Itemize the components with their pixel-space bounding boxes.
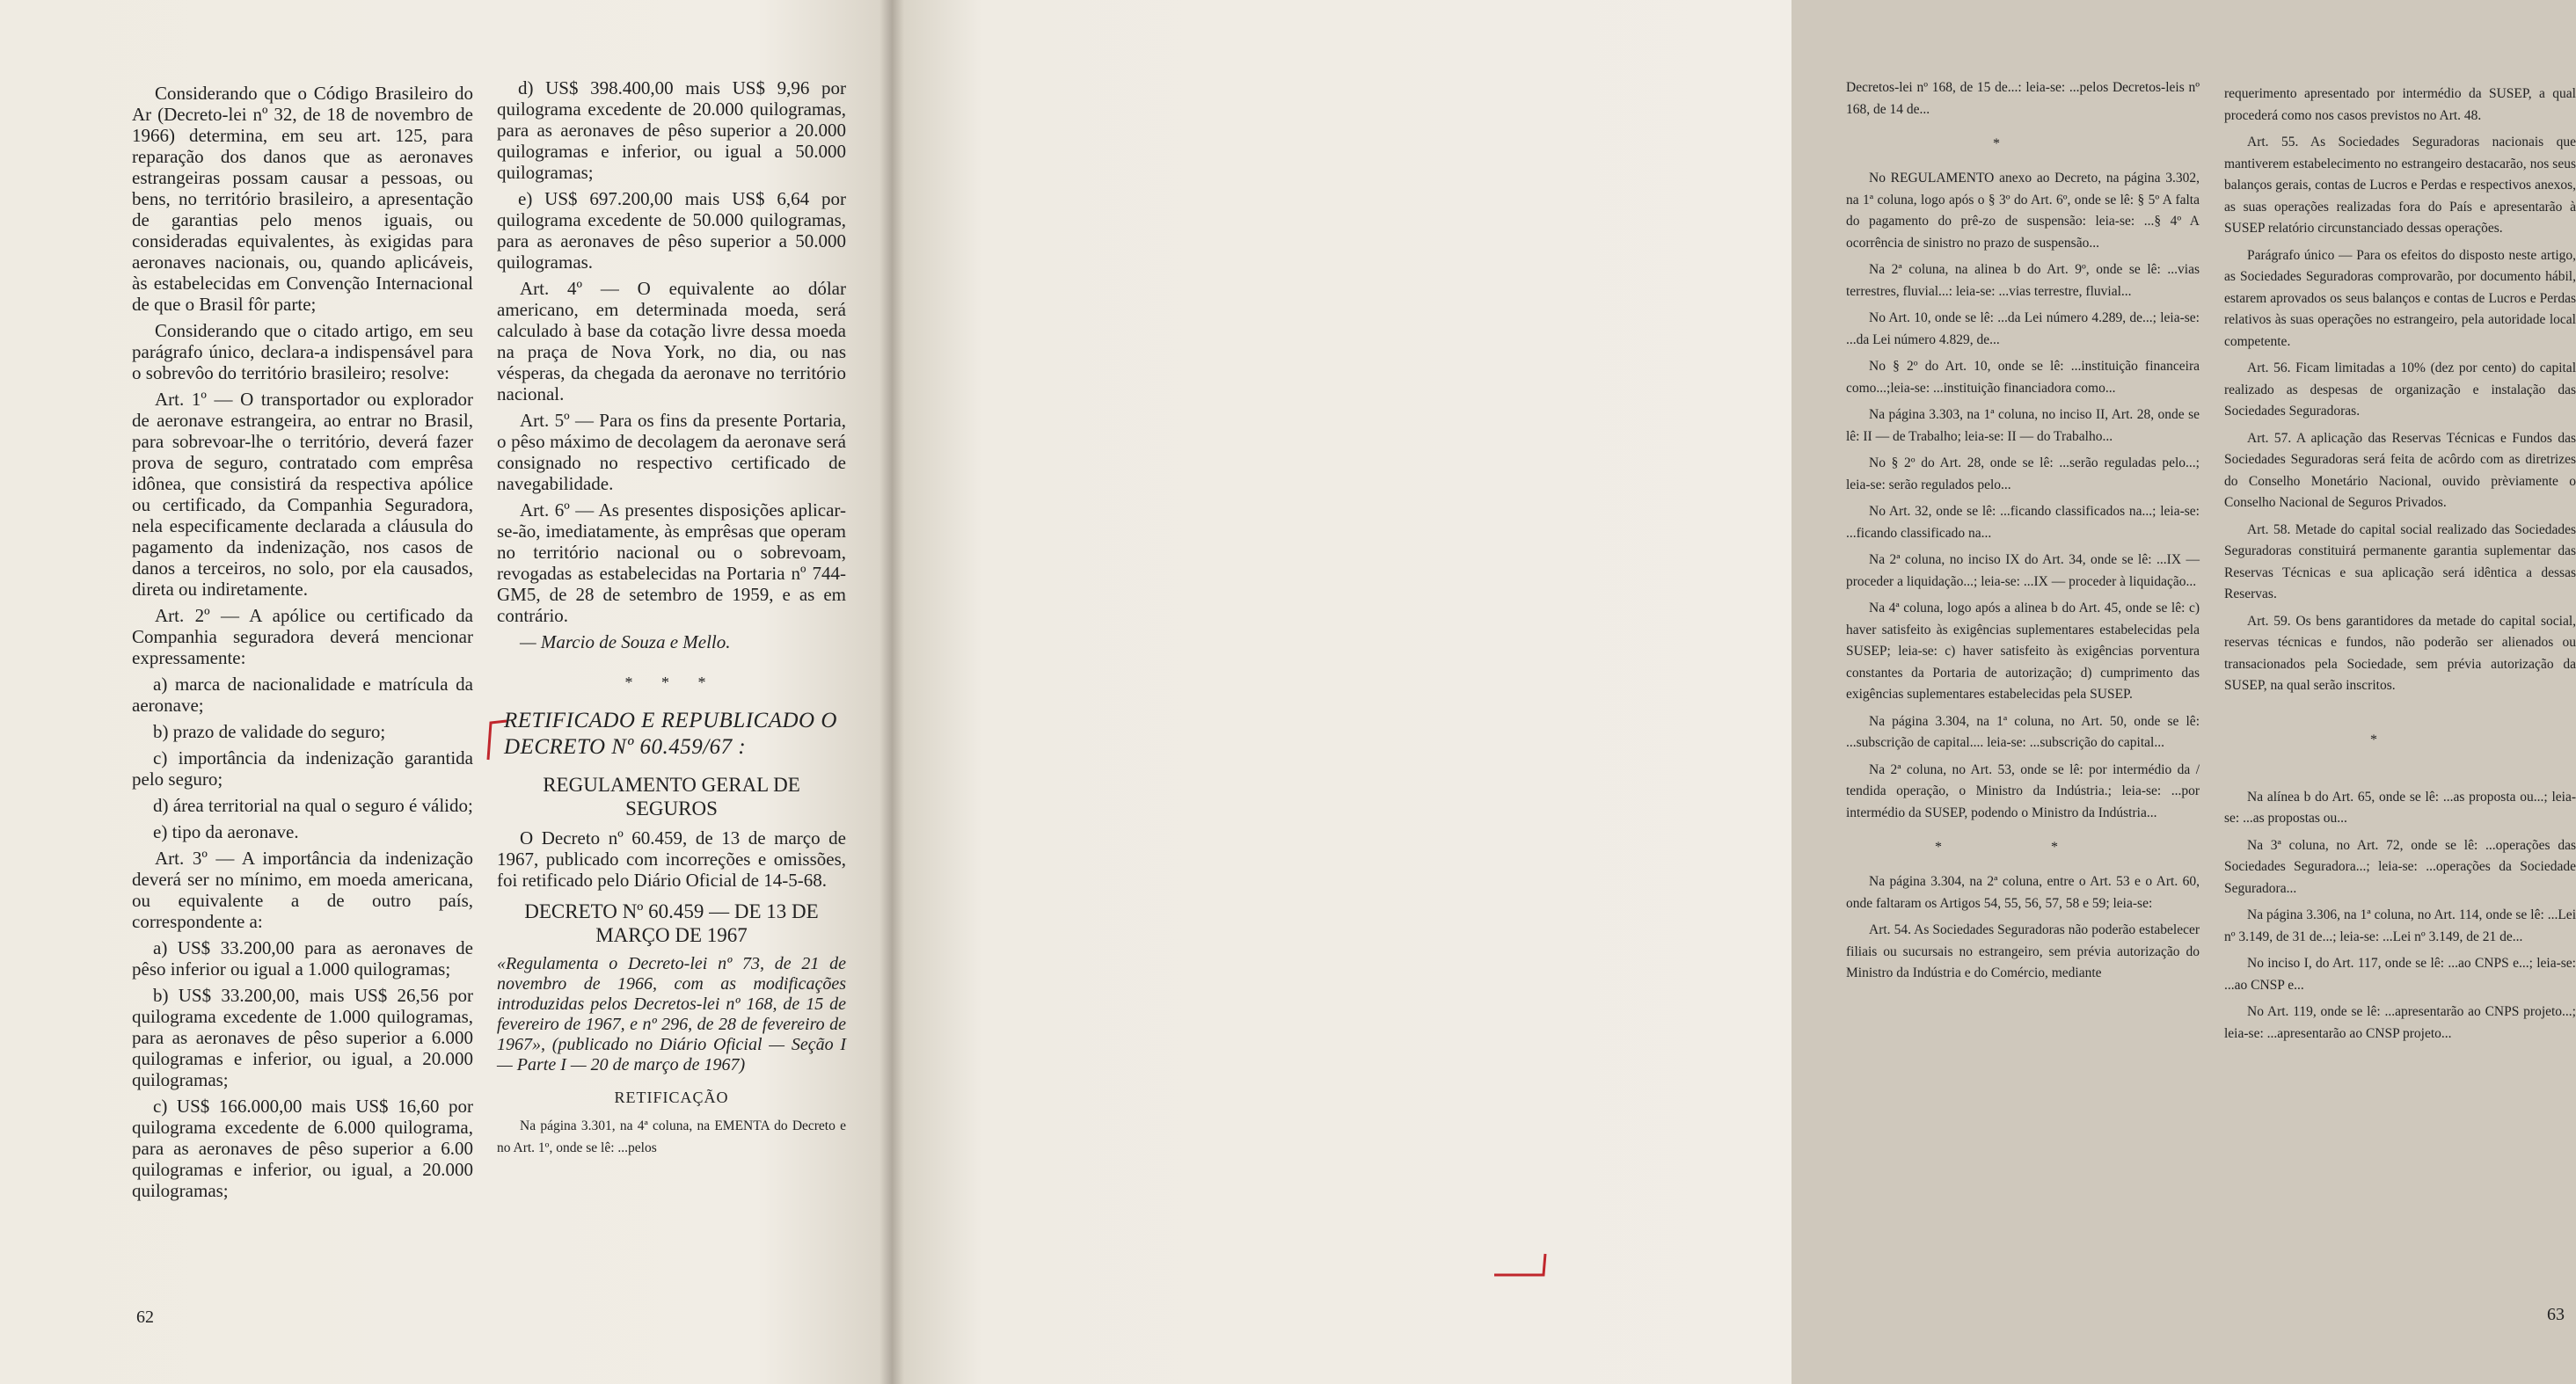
section-separator: * * *	[624, 674, 719, 691]
paragraph: b) prazo de validade do seguro;	[153, 721, 386, 742]
paragraph: Na 2ª coluna, no Art. 53, onde se lê: por intermédio da / tendida operação, o Ministro da Indústria.; leia-se: ...por intermédio da SUSEP, podendo o Ministro da Indústria...	[1846, 761, 2200, 820]
paragraph: Art. 4º — O equivalente ao dólar americano, em determinada moeda, será calculado à base da cotação livre dessa moeda na praça de Nova York, no dia, ou nas vésperas, da chegada da aeronave no território nacional.	[497, 278, 846, 404]
paragraph: Na 3ª coluna, no Art. 72, onde se lê: ...operações das Sociedades Seguradora...; leia-se: ...operações da Sociedade Seguradora...	[2224, 837, 2576, 896]
paragraph: Art. 56. Ficam limitadas a 10% (dez por cento) do capital realizado as despesas de organização e instalação das Sociedades Seguradoras.	[2224, 361, 2576, 419]
decreto-ementa: «Regulamenta o Decreto-lei nº 73, de 21 de novembro de 1966, com as modificações introduzidas pelos Decretos-lei nº 168, de 15 de fevereiro de 1967, e nº 296, de 28 de fevereiro de 1967», (publicado no Diário Oficial — Seção I — Parte I — 20 de março de 1967)	[497, 954, 846, 1074]
paragraph: Considerando que o Código Brasileiro do Ar (Decreto-lei nº 32, de 18 de novembro de 1966) determina, em seu art. 125, para reparação dos danos que as aeronaves estrangeiras possam causar a pessoas, ou bens, no território brasileiro, a apresentação de garantias pelo menos iguais, ou consideradas equivalentes, às exigidas para aeronaves nacionais, ou, quando aplicáveis, às estabelecidas em Convenção Internacional de que o Brasil fôr parte;	[132, 83, 473, 315]
right-column-1-corrections	[1846, 168, 2200, 824]
right-column-2-corrections	[2224, 787, 2576, 1045]
regulamento-title: REGULAMENTO GERAL DE SEGUROS	[543, 774, 800, 819]
right-column-2-articles	[2224, 84, 2576, 697]
paragraph: Na 2ª coluna, na alinea b do Art. 9º, onde se lê: ...vias terrestres, fluvial...: leia-se: ...vias terrestre, fluvial...	[1846, 262, 2200, 299]
paragraph: Art. 6º — As presentes disposições aplicar-se-ão, imediatamente, às emprêsas que operam no território nacional ou o sobrevoam, revogadas as estabelecidas na Portaria nº 744-GM5, de 28 de setembro de 1959, e as em contrário.	[497, 499, 846, 626]
paragraph: No § 2º do Art. 10, onde se lê: ...instituição financeira como...;leia-se: ...instituição financiadora como...	[1846, 359, 2200, 396]
paragraph: c) US$ 166.000,00 mais US$ 16,60 por quilograma excedente de 6.000 quilograma, para as aeronaves de pêso superior a 6.00 quilogramas e inferior, ou igual, a 20.000 quilogramas;	[132, 1096, 473, 1201]
paragraph: a) US$ 33.200,00 para as aeronaves de pêso inferior ou igual a 1.000 quilogramas;	[132, 937, 473, 980]
left-column-2-articles	[497, 77, 846, 652]
separator-star: *	[2370, 732, 2430, 747]
paragraph: Art. 5º — Para os fins da presente Portaria, o pêso máximo de decolagem da aeronave será consignado no respectivo certificado de navegabilidade.	[497, 410, 846, 494]
paragraph: c) importância da indenização garantida pelo seguro;	[132, 747, 473, 790]
red-underline-mark	[1491, 1249, 1552, 1284]
paragraph: e) US$ 697.200,00 mais US$ 6,64 por quilograma excedente de 50.000 quilogramas, para as aeronaves de pêso superior a 50.000 quilogramas.	[497, 188, 846, 273]
red-bracket-mark	[485, 716, 510, 763]
paragraph: e) tipo da aeronave.	[153, 821, 299, 842]
paragraph: Art. 55. As Sociedades Seguradoras nacionais que mantiverem estabelecimento no estrangeiro destacarão, nos seus balanços gerais, contas de Lucros e Perdas e respectivos anexos, as suas operações realizadas fora do País e apresentarão à SUSEP relatório circunstanciado dessas operações.	[2224, 135, 2576, 236]
right-column-1-top	[1846, 77, 2200, 120]
separator-stars: * *	[1935, 840, 2111, 855]
book-gutter	[879, 0, 904, 1384]
paragraph: requerimento apresentado por intermédio da SUSEP, a qual procederá como nos casos previstos no Art. 48.	[2224, 86, 2576, 123]
paragraph: d) US$ 398.400,00 mais US$ 9,96 por quilograma excedente de 20.000 quilogramas, para as aeronaves de pêso superior a 20.000 quilogramas e inferior, ou igual a 50.000 quilogramas;	[497, 77, 846, 183]
paragraph: No REGULAMENTO anexo ao Decreto, na página 3.302, na 1ª coluna, logo após o § 3º do Art. 6º, onde se lê: § 5º A falta do pagamento do prê-zo de suspensão: leia-se: ...§ 4º A ocorrência de sinistro no prazo de suspensão...	[1846, 171, 2200, 251]
paragraph: d) área territorial na qual o seguro é válido;	[153, 795, 473, 816]
paragraph: No Art. 32, onde se lê: ...ficando classificados na...; leia-se: ...ficando classificado na...	[1846, 504, 2200, 541]
right-column-2	[2224, 84, 2576, 1050]
paragraph: Na página 3.306, na 1ª coluna, no Art. 114, onde se lê: ...Lei nº 3.149, de 31 de...; leia-se: ...Lei nº 3.149, de 21 de...	[2224, 907, 2576, 944]
paragraph: Na alínea b do Art. 65, onde se lê: ...as proposta ou...; leia-se: ...as propostas ou...	[2224, 789, 2576, 826]
paragraph: Na 4ª coluna, logo após a alinea b do Art. 45, onde se lê: c) haver satisfeito às exigências suplementares estabelecidas pela SUSEP; leia-se: c) haver satisfeito às exigências porventura constantes da Portaria de autorização; d) cumprimento das exigências suplementares estabelecidas pela SUSEP.	[1846, 601, 2200, 702]
paragraph: Na página 3.304, na 2ª coluna, entre o Art. 53 e o Art. 60, onde faltaram os Artigos 54, 55, 56, 57, 58 e 59; leia-se:	[1846, 874, 2200, 911]
left-column-2	[497, 77, 846, 1164]
paragraph: Na página 3.304, na 1ª coluna, no Art. 50, onde se lê: ...subscrição de capital.... leia-se: ...subscrição do capital...	[1846, 713, 2200, 750]
paragraph: a) marca de nacionalidade e matrícula da aeronave;	[132, 674, 473, 716]
left-page	[0, 0, 892, 1384]
retificado-heading: RETIFICADO E REPUBLICADO O DECRETO Nº 60.459/67 :	[504, 709, 837, 759]
right-column-1	[1846, 77, 2200, 990]
paragraph: — Marcio de Souza e Mello.	[520, 631, 731, 652]
paragraph: Art. 54. As Sociedades Seguradoras não poderão estabelecer filiais ou sucursais no estrangeiro, sem prévia autorização do Ministro da Indústria e do Comércio, mediante	[1846, 922, 2200, 980]
paragraph: Art. 58. Metade do capital social realizado das Sociedades Seguradoras constituirá permanente garantia suplementar das Reservas Técnicas e sua aplicação será idêntica a dessas Reservas.	[2224, 521, 2576, 601]
paragraph: Parágrafo único — Para os efeitos do disposto neste artigo, as Sociedades Seguradoras comprovarão, por documento hábil, estarem aprovados os seus balanços e contas de Lucros e Perdas relativos às suas operações no estrangeiro, pela autoridade local competente.	[2224, 247, 2576, 349]
paragraph: b) US$ 33.200,00, mais US$ 26,56 por quilograma excedente de 1.000 quilogramas, para as aeronaves de pêso superior a 6.000 quilogramas e inferior, ou igual, a 20.000 quilogramas;	[132, 985, 473, 1090]
paragraph: Na página 3.303, na 1ª coluna, no inciso II, Art. 28, onde se lê: II — de Trabalho; leia-se: II — do Trabalho...	[1846, 407, 2200, 444]
paragraph: Art. 3º — A importância da indenização deverá ser no mínimo, em moeda americana, ou equivalente a de outro país, correspondente a:	[132, 848, 473, 932]
decreto-title: DECRETO Nº 60.459 — DE 13 DE MARÇO DE 1967	[524, 900, 819, 946]
paragraph: No Art. 119, onde se lê: ...apresentarão ao CNPS projeto...; leia-se: ...apresentarão ao CNSP projeto...	[2224, 1004, 2576, 1041]
paragraph: Art. 2º — A apólice ou certificado da Companhia seguradora deverá mencionar expressamente:	[132, 605, 473, 668]
paragraph: Na 2ª coluna, no inciso IX do Art. 34, onde se lê: ...IX — proceder a liquidação...; leia-se: ...IX — proceder à liquidação...	[1846, 552, 2200, 589]
right-page	[892, 0, 2576, 1384]
intro-paragraph: O Decreto nº 60.459, de 13 de março de 1967, publicado com incorreções e omissões, foi retificado pelo Diário Oficial de 14-5-68.	[497, 827, 846, 891]
separator-star: *	[1993, 136, 2053, 151]
paragraph: No Art. 10, onde se lê: ...da Lei número 4.289, de...; leia-se: ...da Lei número 4.829, de...	[1846, 310, 2200, 347]
page-number-right: 63	[2547, 1305, 2565, 1324]
left-column-1	[132, 83, 473, 1206]
retificacao-title: RETIFICAÇÃO	[614, 1089, 729, 1106]
page-number-left: 62	[136, 1308, 154, 1327]
paragraph: No inciso I, do Art. 117, onde se lê: ...ao CNPS e...; leia-se: ...ao CNSP e...	[2224, 956, 2576, 993]
paragraph: Decretos-lei nº 168, de 15 de...: leia-se: ...pelos Decretos-leis nº 168, de 14 de...	[1846, 80, 2200, 117]
paragraph: Art. 57. A aplicação das Reservas Técnicas e Fundos das Sociedades Seguradoras será feita de acôrdo com as diretrizes do Conselho Monetário Nacional, ouvido prèviamente o Conselho Nacional de Seguros Privados.	[2224, 430, 2576, 510]
right-column-1-articles	[1846, 871, 2200, 985]
retificacao-paragraph: Na página 3.301, na 4ª coluna, na EMENTA do Decreto e no Art. 1º, onde se lê: ...pelos	[497, 1118, 846, 1155]
paragraph: Considerando que o citado artigo, em seu parágrafo único, declara-a indispensável para o sobrevôo do território brasileiro; resolve:	[132, 320, 473, 383]
paragraph: No § 2º do Art. 28, onde se lê: ...serão reguladas pelo...; leia-se: serão regulados pelo...	[1846, 455, 2200, 492]
paragraph: Art. 1º — O transportador ou explorador de aeronave estrangeira, ao entrar no Brasil, para sobrevoar-lhe o território, deverá fazer prova de seguro, contratado com emprêsa idônea, que consistirá da respectiva apólice ou certificado, da Companhia Seguradora, nela especificamente declarada a cláusula do pagamento da indenização, nos casos de danos a terceiros, no solo, por ela causados, direta ou indiretamente.	[132, 389, 473, 600]
paragraph: Art. 59. Os bens garantidores da metade do capital social, reservas técnicas e fundos, não poderão ser alienados ou transacionados pela Sociedade, sem prévia autorização da SUSEP, na qual serão inscritos.	[2224, 613, 2576, 693]
